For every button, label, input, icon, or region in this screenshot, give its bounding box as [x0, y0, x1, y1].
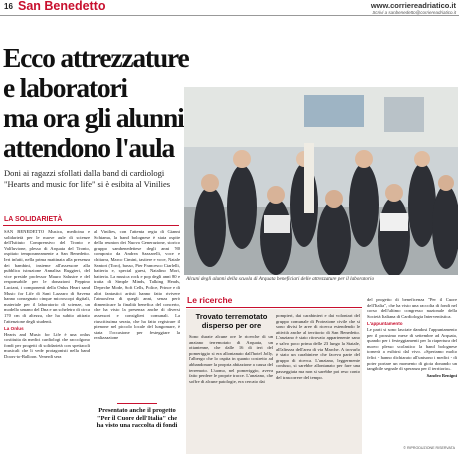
- article-paragraph: del progetto di beneficenza "Per il Cuore dell'Italia", che ha visto una raccolta di fondi nel corso dell'ultimo congresso nazionale della Società Italiana di Cardiologia Interventistica.: [367, 297, 457, 319]
- article-column-1: [4, 229, 90, 454]
- article-paragraph: Hearts and Music for Life è una onlus costituita da medici cardiologi che raccolgono fondi per progetti di solidarietà con spettacoli musicali che li vede protagonisti nella band Doors-to-Balloon. Venerdì sera: [4, 331, 90, 360]
- kicker: LA SOLIDARIETÀ: [4, 216, 63, 223]
- article-column-2: [94, 229, 180, 395]
- kicker-rule: [3, 225, 179, 226]
- sidebar-paragraph: pompieri, dai carabinieri e dai volontari del gruppo comunale di Protezione civile che si sono divisi le aree di ricerca estendendo le attività anche al territorio di San Benedetto. L'anziano è stato ritrovato appartenente sano e salvo poco prima delle 23 lungo la Statale, all'altezza dell'area di via Marche. A trovarlo è stato un carabiniere che faceva parte del gruppo di ricerca. L'anziano, leggermente confuso, si sarebbe allontanato per fare una passeggiata ma non si sarebbe poi reso conto del trascorrere del tempo.: [276, 313, 360, 380]
- headline-line: ma ora gli alunni: [3, 102, 184, 133]
- headline-line: attendono l'aula: [3, 132, 175, 163]
- copyright-notice: © RIPRODUZIONE RISERVATA: [403, 446, 455, 450]
- subheadline: Doni ai ragazzi sfollati dalla band di cardiologi "Hearts and music for life" si è esibita al Vinilies: [4, 168, 171, 189]
- sidebar-rule: [186, 307, 362, 308]
- article-subhead: L'appuntamento: [367, 321, 403, 327]
- sidebar-column-a: [189, 334, 273, 454]
- article-column-4: [367, 297, 457, 447]
- headline-line: Ecco attrezzature: [3, 42, 189, 73]
- article-paragraph: al Vinilies, con l'attenta regia di Gianni Schiama, la band bolognese è stata ospite della reunion dei Nuova Generazione, storico gruppo sambenedettese degli anni '80 composto da Andrea Sazzarelli, voce e chitarra, Marco Cimini, tastiere e voce, Natale Santori (Toro), basso, Pier Francesco Ciarlelli, batteria e, special guest, Natalino Mori, batteria. La musica rock e pop degli anni 80 e tratta di Simple Minds, Talking Heads, Depeche Mode, Soft Cells, Police, Prince e di altri fantastici artisti hanno fatto rivivere l'atmosfera di quegli anni, senza però dimenticare la finalità benefica del concerto, che ha visto la presenza anche di diversi assessori e consiglieri comunali. La riuscitissima serata, che ha fatto registrare il pienone nel piccolo locale del lungomare, è stata l'occasione per festeggiare la realizzazione: [94, 229, 180, 341]
- byline: Sandro Benigni: [426, 372, 457, 378]
- headline-line: e laboratori: [3, 72, 127, 103]
- pull-quote-text: Presentato anche il progetto "Per il Cuore dell'Italia" che ha visto una raccolta di fondi: [96, 407, 178, 430]
- sidebar-paragraph: Sono durate alcune ore le ricerche di un anziano terremotato di Arquata, un ottantenne, che dalle 16 di ieri del pomeriggio si era allontanato dall'hotel Jolly, l'albergo che lo ospita in quanto costretto ad abbandonare la propria abitazione a causa del terremoto. L'uomo, nel pomeriggio, aveva fatto perdere le proprie tracce. L'anziano, che soffre di alcune patologie, era cercato dai: [189, 334, 273, 384]
- site-url[interactable]: www.corriereadriatico.it: [370, 1, 456, 10]
- photo-illustration: [184, 87, 458, 275]
- sidebar-kicker: Le ricerche: [187, 295, 233, 305]
- pull-quote: [94, 403, 180, 430]
- pull-quote-rule: [117, 403, 157, 404]
- contact-email[interactable]: Scrivi a sanbenedetto@corriereadriatico.it: [372, 10, 456, 15]
- headline: [3, 42, 189, 163]
- header-rule: [0, 15, 459, 16]
- page-number: 16: [4, 2, 13, 11]
- article-paragraph: Le parti si sono lasciate dandosi l'appuntamento per il prossimo mese di settembre ad Arquata, quando per i festeggiamenti per la riapertura del nuovo plesso scolastico la band bolognese tornerà a esibirsi dal vivo. «Speriamo molto felici - hanno dichiarato all'unisono i medici - di poter portare un momento di gioia donando un tangibile segnale di speranza per il territorio».: [367, 326, 457, 372]
- photo-caption: Alcuni degli alunni della scuola di Arquata beneficiari delle attrezzature per il laboratorio: [186, 276, 375, 282]
- article-subhead: La Onlus: [4, 326, 24, 332]
- article-photo: [184, 87, 458, 275]
- sidebar-headline: Trovato terremotato disperso per ore: [195, 312, 268, 330]
- section-title: San Benedetto: [18, 0, 106, 13]
- sidebar-column-b: [276, 313, 360, 454]
- article-paragraph: SAN BENEDETTO Musica, medicina e solidarietà per le nuove aule di scienze dell'Istituto Comprensivo del Tronto e Valfluvione, plesso di Arquata del Tronto, ospitato temporaneamente a San Benedetto. Ieri infatti, nella prima mattinata alla presenza dei bambini, insieme all'assessore alla pubblica istruzione Annalisa Ruggieri, del vice preside professor Mauro Salustre e del responsabile per le donazioni Peppino Luciani, i componenti della Onlus Heart sand Music for Life di Sani Lazzaro di Savena hanno consegnato cinque microscopi digitali, materiale per il laboratorio di scienze, un modello umano del Dna e un scheletro di circa 170 cm di altezza, che ha subito attirato l'attenzione degli studenti.: [4, 229, 90, 324]
